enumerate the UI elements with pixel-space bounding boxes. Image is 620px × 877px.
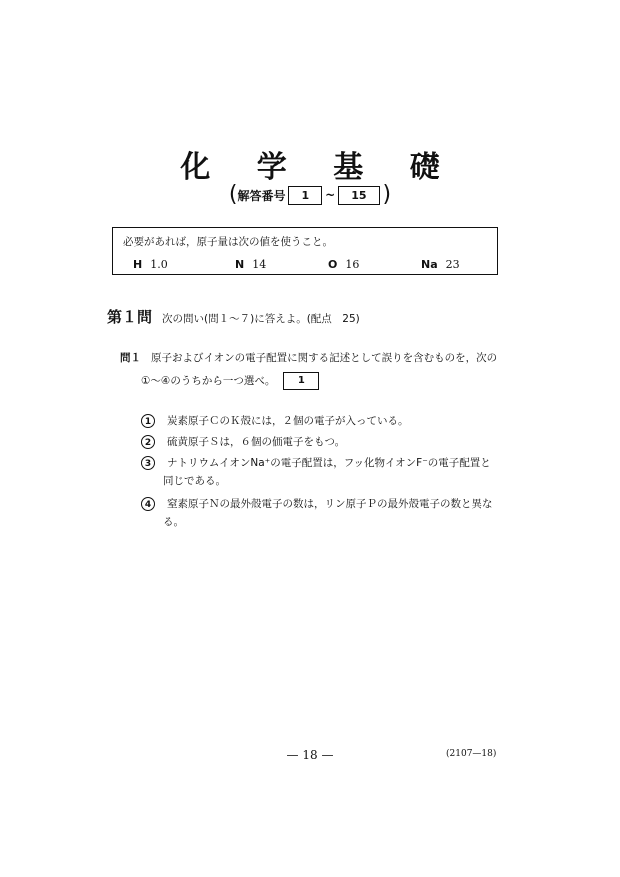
atomic-mass-item [235, 258, 266, 271]
option-4[interactable] [141, 495, 511, 531]
option-text-cont: る。 [163, 516, 184, 528]
element-symbol: O [328, 258, 338, 271]
atomic-mass-item [133, 258, 168, 271]
atomic-mass-item [328, 258, 359, 271]
option-2[interactable] [141, 433, 511, 451]
answer-range-start-box: 1 [288, 186, 322, 205]
answer-box[interactable]: 1 [283, 372, 319, 390]
atomic-mass-box [112, 227, 498, 275]
answer-range-end-box: 15 [338, 186, 379, 205]
element-symbol: N [235, 258, 245, 271]
answer-number-range [0, 184, 620, 206]
atomic-mass-note: 必要があれば，原子量は次の値を使うこと。 [123, 236, 333, 248]
element-mass: 1.0 [150, 258, 168, 271]
option-text: ナトリウムイオンNa⁺の電子配置は，フッ化物イオンF⁻の電子配置と [167, 457, 491, 469]
open-paren: ( [228, 182, 238, 207]
atomic-mass-item [421, 258, 460, 271]
element-symbol: H [133, 258, 143, 271]
section-header [107, 306, 360, 327]
option-number-circle: 1 [141, 414, 155, 428]
option-number-circle: 4 [141, 497, 155, 511]
section-title: 第１問 [107, 308, 153, 326]
answer-range-label: 解答番号 [237, 188, 286, 203]
exam-code: (2107—18) [446, 749, 497, 759]
option-1[interactable] [141, 412, 511, 430]
answer-range-separator: ~ [325, 188, 336, 202]
question-text-cont: ①～④のうちから一つ選べ。 [141, 375, 276, 387]
option-text-cont: 同じである。 [163, 475, 226, 487]
section-instructions: 次の問い(問１～７)に答えよ。(配点 25) [162, 313, 360, 325]
close-paren: ) [382, 182, 392, 207]
option-text: 窒素原子Ｎの最外殻電子の数は，リン原子Ｐの最外殻電子の数と異な [167, 498, 493, 510]
option-number-circle: 2 [141, 435, 155, 449]
option-3[interactable] [141, 454, 511, 490]
question-label: 問１ [120, 352, 141, 364]
question-line-1 [120, 350, 497, 365]
atomic-mass-list [123, 258, 487, 274]
question-text: 原子およびイオンの電子配置に関する記述として誤りを含むものを，次の [151, 352, 498, 364]
option-number-circle: 3 [141, 456, 155, 470]
element-mass: 14 [252, 258, 267, 271]
option-text: 硫黄原子Ｓは，６個の価電子をもつ。 [167, 436, 346, 448]
element-mass: 16 [345, 258, 360, 271]
element-symbol: Na [421, 258, 438, 271]
option-text: 炭素原子ＣのＫ殻には，２個の電子が入っている。 [167, 415, 409, 427]
element-mass: 23 [445, 258, 460, 271]
page-number: — 18 — [286, 748, 334, 762]
page-title: 化 学 基 礎 [180, 150, 458, 185]
question-line-2 [141, 372, 319, 390]
